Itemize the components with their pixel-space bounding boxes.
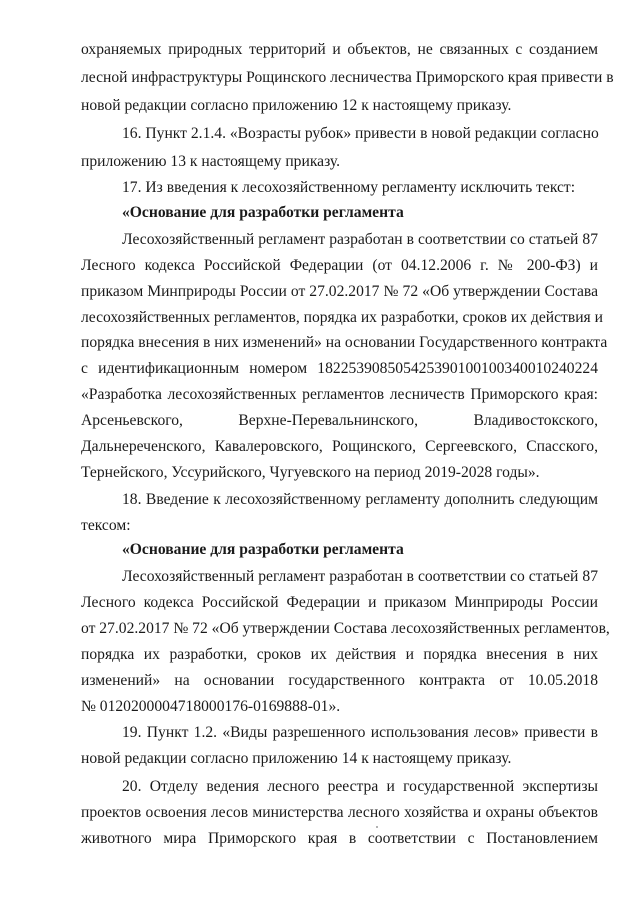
item-18-heading: 18. Введение к лесохозяйственному регламенту дополнить следующим [122, 491, 598, 508]
text-line: новой редакции согласно приложению 12 к настоящему приказу. [81, 97, 512, 114]
text-line: тексом: [81, 517, 131, 534]
text-line: охраняемых природных территорий и объектов, не связанных с созданием [81, 41, 598, 58]
text-line: Лесного кодекса Российской Федерации и приказом Минприроды России [81, 594, 598, 611]
text-line: порядка их разработки, сроков их действия и порядка внесения в них [81, 646, 598, 663]
text-line: Дальнереченского, Кавалеровского, Рощинского, Сергеевского, Спасского, [81, 438, 598, 455]
text-line: с идентификационным номером 182253908505425390100100340010240224 [81, 360, 598, 377]
text-line: Лесохозяйственный регламент разработан в соответствии со статьей 87 [122, 231, 598, 248]
text-line: новой редакции согласно приложению 14 к настоящему приказу. [81, 750, 512, 767]
text-line: «Разработка лесохозяйственных регламентов лесничеств Приморского края: [81, 386, 598, 403]
item-19-heading: 19. Пункт 1.2. «Виды разрешенного использования лесов» привести в [122, 724, 598, 741]
text-line: Лесохозяйственный регламент разработан в соответствии со статьей 87 [122, 568, 598, 585]
text-line: Лесного кодекса Российской Федерации (от 04.12.2006 г. № 200-ФЗ) и [81, 257, 598, 274]
section-heading: «Основание для разработки регламента [122, 541, 404, 558]
text-line: № 0120200004718000176-0169888-01». [81, 698, 341, 715]
item-20-heading: 20. Отделу ведения лесного реестра и государственной экспертизы [122, 778, 598, 795]
text-line: лесной инфраструктуры Рощинского лесничества Приморского края привести в [81, 69, 614, 86]
text-line: проектов освоения лесов министерства лесного хозяйства и охраны объектов [81, 804, 598, 821]
scan-speck [376, 826, 378, 828]
text-line: приложению 13 к настоящему приказу. [81, 153, 341, 170]
text-line: животного мира Приморского края в соответствии с Постановлением [81, 830, 598, 847]
text-line: Тернейского, Уссурийского, Чугуевского на период 2019-2028 годы». [81, 464, 540, 481]
text-line: от 27.02.2017 № 72 «Об утверждении Состава лесохозяйственных регламентов, [81, 620, 610, 637]
text-line: Арсеньевского, Верхне-Перевальнинского, Владивостокского, [81, 412, 598, 429]
text-line: приказом Минприроды России от 27.02.2017 № 72 «Об утверждении Состава [81, 283, 598, 300]
section-heading: «Основание для разработки регламента [122, 204, 404, 221]
text-line: изменений» на основании государственного контракта от 10.05.2018 [81, 672, 598, 689]
item-17-heading: 17. Из введения к лесохозяйственному регламенту исключить текст: [122, 179, 576, 196]
text-line: лесохозяйственных регламентов, порядка их разработки, сроков их действия и [81, 309, 603, 326]
item-16-heading: 16. Пункт 2.1.4. «Возрасты рубок» привести в новой редакции согласно [122, 125, 599, 142]
text-line: порядка внесения в них изменений» на основании Государственного контракта [81, 334, 608, 351]
